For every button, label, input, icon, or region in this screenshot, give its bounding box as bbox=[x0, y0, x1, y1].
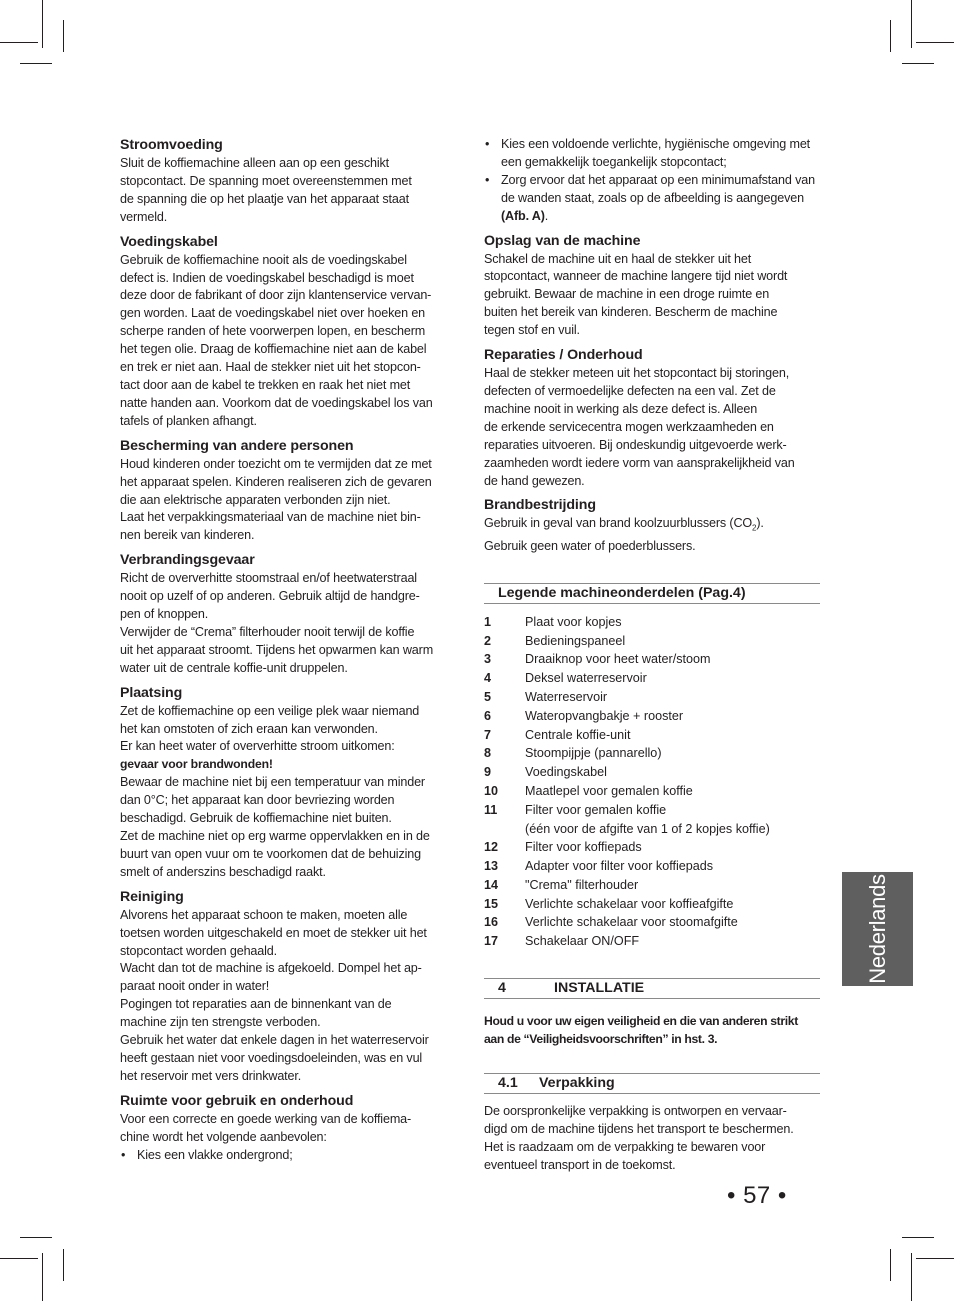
section-ruimte bbox=[120, 1092, 458, 1165]
paragraph bbox=[484, 1103, 820, 1175]
crop-mark bbox=[902, 63, 934, 64]
text-line: uit het apparaat stroomt. Tijdens het opwarmen kan warm bbox=[120, 642, 434, 657]
text-line: het kan omstoten of zich eraan kan verwonden. bbox=[120, 721, 378, 736]
bullet-item: • Kies een vlakke ondergrond; bbox=[120, 1147, 458, 1165]
section-plaatsing bbox=[120, 684, 458, 882]
crop-mark bbox=[902, 1237, 934, 1238]
text-line: aan de “Veiligheidsvoorschriften” in hst. 3. bbox=[484, 1031, 718, 1046]
text-line: smelt of anderszins beschadigd raakt. bbox=[120, 864, 326, 879]
text-line: Laat het verpakkingsmateriaal van de machine niet bin- bbox=[120, 510, 421, 525]
crop-mark bbox=[911, 0, 912, 48]
text-line: het apparaat spelen. Kinderen realiseren zich de gevaren bbox=[120, 474, 432, 489]
text-line: nen bereik van kinderen. bbox=[120, 528, 255, 543]
subsection-number: 4.1 bbox=[498, 1074, 518, 1091]
language-tab bbox=[842, 872, 913, 986]
text-line: defecten of vermoedelijke defecten na een val. Zet de bbox=[484, 383, 776, 398]
legend-item: 8 Stoompijpje (pannarello) bbox=[484, 746, 662, 761]
text-line: Zorg ervoor dat het apparaat op een minimumafstand van bbox=[501, 172, 815, 187]
left-column bbox=[120, 136, 458, 1165]
legend-header-bar bbox=[484, 583, 820, 604]
text-line: Alvorens het apparaat schoon te maken, moeten alle bbox=[120, 907, 408, 922]
paragraph bbox=[120, 456, 458, 546]
text-line: dan 0°C; het apparaat kan door bevriezing worden bbox=[120, 793, 395, 808]
text-line: Kies een voldoende verlichte, hygiënische omgeving met bbox=[501, 137, 811, 151]
text-line: tact door aan de kabel te trekken en raak het niet met bbox=[120, 377, 411, 392]
text-line: Het is raadzaam om de verpakking te bewaren voor bbox=[484, 1139, 766, 1154]
text-line: buurt van open vuur om te voorkomen dat de behuizing bbox=[120, 846, 421, 861]
text-line: defect is. Indien de voedingskabel beschadigd is moet bbox=[120, 270, 414, 285]
crop-mark bbox=[20, 63, 52, 64]
paragraph bbox=[120, 570, 458, 677]
text-line: Zet de machine niet op erg warme oppervlakken en in de bbox=[120, 829, 430, 843]
text-line: Zet de koffiemachine op een veilige plek waar niemand bbox=[120, 703, 420, 718]
legend-list bbox=[484, 613, 820, 951]
paragraph bbox=[484, 251, 820, 341]
warning-text: gevaar voor brandwonden! bbox=[120, 757, 273, 772]
text-line: stopcontact worden gehaald. bbox=[120, 943, 277, 958]
text-line: Bewaar de machine niet bij een temperatuur van minder bbox=[120, 775, 425, 790]
crop-mark bbox=[42, 0, 43, 48]
paragraph bbox=[484, 515, 820, 555]
text-line: de spanning die op het plaatje van het apparaat staat bbox=[120, 191, 409, 206]
crop-mark bbox=[911, 1253, 912, 1301]
text-line: pen of knoppen. bbox=[120, 607, 209, 622]
text-line: stopcontact. De spanning moet overeenstemmen met bbox=[120, 173, 412, 188]
text-line: Haal de stekker meteen uit het stopcontact bij storingen, bbox=[484, 366, 790, 381]
text-line: toetsen worden uitgeschakeld en moet de stekker uit het bbox=[120, 925, 427, 940]
subscript: 2 bbox=[752, 523, 757, 533]
legend-item: 5 Waterreservoir bbox=[484, 689, 608, 704]
paragraph bbox=[484, 365, 820, 490]
legend-item: 11 Filter voor gemalen koffie bbox=[484, 802, 667, 817]
text-line: Verwijder de “Crema” filterhouder nooit terwijl de koffie bbox=[120, 624, 415, 639]
section-title: Brandbestrijding bbox=[484, 497, 596, 514]
text-line: het reservoir met vers drinkwater. bbox=[120, 1068, 302, 1083]
legend-item: 12 Filter voor koffiepads bbox=[484, 840, 642, 855]
section-brandbestrijding bbox=[484, 496, 820, 555]
crop-mark bbox=[916, 42, 954, 43]
legend-item: 4 Deksel waterreservoir bbox=[484, 671, 647, 686]
text-line: chine wordt het volgende aanbevolen: bbox=[120, 1129, 327, 1144]
text-line: Er kan heet water of oververhitte stroom uitkomen: bbox=[120, 739, 395, 754]
text-line: heeft gestaan niet voor voedingsdoeleinden, was en vul bbox=[120, 1050, 423, 1065]
chapter-title: INSTALLATIE bbox=[554, 980, 645, 997]
text-line: beschadigd. Gebruik de koffiemachine niet buiten. bbox=[120, 811, 392, 826]
text-line: reparaties uitvoeren. Bij ondeskundig uitgevoerde werk- bbox=[484, 437, 787, 452]
text-line: stopcontact, wanneer de machine langere tijd niet wordt bbox=[484, 269, 788, 284]
section-title: Bescherming van andere personen bbox=[120, 437, 354, 454]
text-line: Wacht dan tot de machine is afgekoeld. Dompel het ap- bbox=[120, 961, 422, 976]
right-column bbox=[484, 136, 820, 1175]
section-title: Ruimte voor gebruik en onderhoud bbox=[120, 1092, 354, 1109]
text-line: het tegen olie. Draag de koffiemachine niet aan de kabel bbox=[120, 342, 427, 357]
crop-mark bbox=[890, 1249, 891, 1281]
crop-mark bbox=[0, 42, 38, 43]
crop-mark bbox=[63, 1249, 64, 1281]
legend-item: 16 Verlichte schakelaar voor stoomafgifte bbox=[484, 915, 738, 930]
legend-item: 6 Wateropvangbakje + rooster bbox=[484, 708, 684, 723]
text-line: natte handen aan. Voorkom dat de voedingskabel los van bbox=[120, 395, 433, 410]
text-line: paraat nooit onder in water! bbox=[120, 979, 270, 994]
text-line: gebruikt. Bewaar de machine in een droge ruimte en bbox=[484, 287, 770, 302]
text-line: vermeld. bbox=[120, 209, 168, 224]
subsection-title: Verpakking bbox=[539, 1074, 615, 1091]
text-line: Gebruik de koffiemachine nooit als de voedingskabel bbox=[120, 252, 407, 267]
section-opslag bbox=[484, 232, 820, 341]
text-line: scherpe randen of hete voorwerpen lopen, en bescherm bbox=[120, 324, 426, 339]
legend-item: 9 Voedingskabel bbox=[484, 765, 607, 780]
legend-item: 17 Schakelaar ON/OFF bbox=[484, 934, 640, 949]
section-bescherming bbox=[120, 437, 458, 546]
text-line: tegen stof en vuil. bbox=[484, 323, 580, 338]
text-line: machine zijn ten strengste verboden. bbox=[120, 1015, 321, 1030]
text-line: ). bbox=[756, 516, 764, 531]
bullet-item bbox=[484, 136, 820, 172]
text-line: Houd kinderen onder toezicht om te vermijden dat ze met bbox=[120, 456, 432, 471]
safety-note bbox=[484, 1013, 820, 1049]
legend-item: 7 Centrale koffie-unit bbox=[484, 727, 631, 742]
text-line: Schakel de machine uit en haal de stekker uit het bbox=[484, 251, 752, 266]
section-title: Stroomvoeding bbox=[120, 137, 223, 153]
section-title: Reparaties / Onderhoud bbox=[484, 347, 643, 364]
legend-item: (één voor de afgifte van 1 of 2 kopjes koffie) bbox=[525, 821, 770, 836]
legend-title: Legende machineonderdelen (Pag.4) bbox=[498, 584, 746, 601]
crop-mark bbox=[20, 1237, 52, 1238]
section-title: Voedingskabel bbox=[120, 233, 218, 250]
crop-mark bbox=[42, 1253, 43, 1301]
crop-mark bbox=[0, 1258, 38, 1259]
text-line: Gebruik geen water of poederblussers. bbox=[484, 538, 696, 553]
section-title: Reiniging bbox=[120, 888, 184, 905]
chapter-number: 4 bbox=[498, 980, 506, 997]
section-voedingskabel bbox=[120, 233, 458, 431]
section-reiniging bbox=[120, 888, 458, 1086]
crop-mark bbox=[890, 20, 891, 52]
text-line: de erkende servicecentra mogen werkzaamheden en bbox=[484, 419, 774, 434]
text-line: Voor een correcte en goede werking van de koffiema- bbox=[120, 1111, 412, 1126]
paragraph bbox=[120, 1111, 458, 1147]
text-line: deze door de fabrikant of door zijn klantenservice vervan- bbox=[120, 288, 432, 303]
paragraph bbox=[120, 703, 458, 882]
text-line: de hand gewezen. bbox=[484, 473, 585, 488]
figure-reference: (Afb. A) bbox=[501, 208, 545, 223]
legend-item: 10 Maatlepel voor gemalen koffie bbox=[484, 783, 693, 798]
crop-mark bbox=[916, 1258, 954, 1259]
text-line: digd om de machine tijdens het transport te beschermen. bbox=[484, 1121, 794, 1136]
text-line: een gemakkelijk toegankelijk stopcontact; bbox=[501, 154, 727, 169]
text-line: De oorspronkelijke verpakking is ontworpen en vervaar- bbox=[484, 1103, 787, 1118]
text-line: Richt de oververhitte stoomstraal en/of heetwaterstraal bbox=[120, 571, 417, 586]
text-line: Houd u voor uw eigen veiligheid en die van anderen strikt bbox=[484, 1014, 798, 1029]
text-line: Gebruik het water dat enkele dagen in het waterreservoir bbox=[120, 1033, 429, 1048]
text-line: tafels of planken afhangt. bbox=[120, 413, 257, 428]
text-line: gen worden. Laat de voedingskabel niet over hoeken en bbox=[120, 306, 426, 321]
legend-item: 3 Draaiknop voor heet water/stoom bbox=[484, 652, 711, 667]
page-number: • 57 • bbox=[727, 1182, 787, 1209]
text-line: eventueel transport in de toekomst. bbox=[484, 1157, 676, 1172]
chapter-header-bar bbox=[484, 978, 820, 999]
language-tab-label: Nederlands bbox=[864, 874, 890, 984]
text-line: Pogingen tot reparaties aan de binnenkant van de bbox=[120, 997, 392, 1012]
crop-mark bbox=[63, 20, 64, 52]
bullet-item bbox=[484, 172, 820, 226]
paragraph bbox=[120, 907, 458, 1086]
subsection-header-bar bbox=[484, 1073, 820, 1094]
legend-item: 14 "Crema" filterhouder bbox=[484, 877, 639, 892]
text-line: die aan elektrische apparaten verbonden zijn niet. bbox=[120, 492, 391, 507]
section-stroomvoeding bbox=[120, 136, 458, 227]
legend-item: 15 Verlichte schakelaar voor koffieafgifte bbox=[484, 896, 734, 911]
paragraph bbox=[120, 252, 458, 431]
text-line: zaamheden wordt iedere vorm van aansprakelijkheid van bbox=[484, 455, 795, 470]
section-title: Plaatsing bbox=[120, 684, 183, 701]
text-line: en trek er niet aan. Haal de stekker niet uit het stopcon- bbox=[120, 360, 421, 375]
legend-item: 2 Bedieningspaneel bbox=[484, 633, 626, 648]
text-line: water uit de centrale koffie-unit druppelen. bbox=[120, 660, 348, 675]
text-line: buiten het bereik van kinderen. Bescherm de machine bbox=[484, 305, 778, 320]
text-line: de wanden staat, zoals op de afbeelding is aangegeven bbox=[501, 190, 804, 205]
text-line: nooit op uzelf of op anderen. Gebruik altijd de handgre- bbox=[120, 589, 420, 604]
text-line: machine nooit in werking als deze defect is. Alleen bbox=[484, 401, 758, 416]
text-line: Gebruik in geval van brand koolzuurblussers (CO bbox=[484, 516, 753, 531]
section-title: Verbrandingsgevaar bbox=[120, 552, 255, 569]
section-title: Opslag van de machine bbox=[484, 232, 641, 249]
section-reparaties bbox=[484, 346, 820, 490]
paragraph bbox=[120, 155, 458, 227]
section-verbrandingsgevaar bbox=[120, 551, 458, 677]
text-line: Sluit de koffiemachine alleen aan op een geschikt bbox=[120, 156, 389, 170]
legend-item: 1 Plaat voor kopjes bbox=[484, 614, 622, 629]
text-line: . bbox=[544, 208, 549, 223]
legend-item: 13 Adapter voor filter voor koffiepads bbox=[484, 859, 714, 874]
